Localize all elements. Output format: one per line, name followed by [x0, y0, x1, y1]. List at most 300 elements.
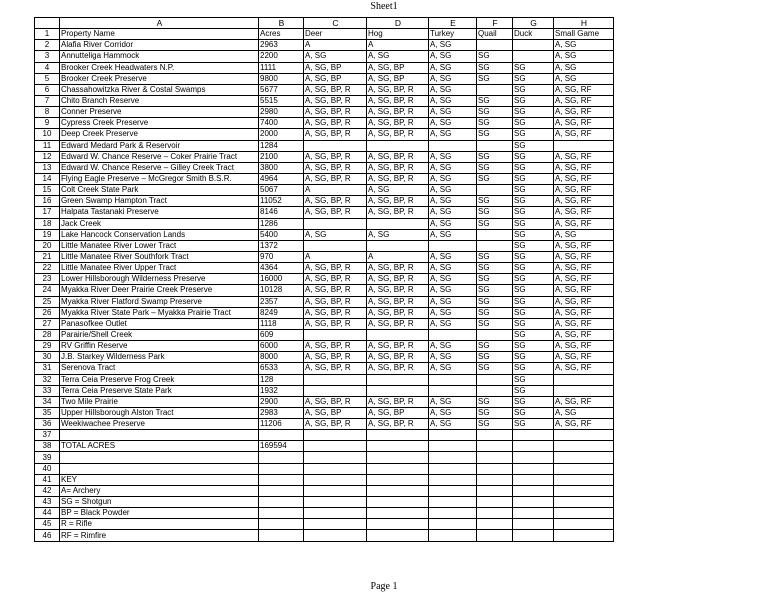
- quail-cell[interactable]: SG: [477, 274, 513, 285]
- turkey-cell[interactable]: [429, 474, 477, 485]
- acres-cell[interactable]: 1286: [259, 218, 304, 229]
- deer-cell[interactable]: A: [304, 251, 367, 262]
- acres-cell[interactable]: 2357: [259, 296, 304, 307]
- deer-cell[interactable]: [304, 497, 367, 508]
- deer-cell[interactable]: A, SG, BP, R: [304, 151, 367, 162]
- turkey-cell[interactable]: A, SG: [429, 318, 477, 329]
- turkey-cell[interactable]: A, SG: [429, 62, 477, 73]
- small-game-cell[interactable]: A, SG, RF: [554, 251, 614, 262]
- row-number[interactable]: 17: [35, 207, 60, 218]
- quail-cell[interactable]: SG: [477, 363, 513, 374]
- duck-cell[interactable]: [513, 463, 554, 474]
- duck-cell[interactable]: SG: [513, 84, 554, 95]
- acres-cell[interactable]: 2200: [259, 51, 304, 62]
- turkey-cell[interactable]: A, SG: [429, 229, 477, 240]
- small-game-cell[interactable]: A, SG, RF: [554, 296, 614, 307]
- row-number[interactable]: 19: [35, 229, 60, 240]
- row-number[interactable]: 1: [35, 29, 60, 40]
- deer-cell[interactable]: A, SG, BP, R: [304, 263, 367, 274]
- quail-cell[interactable]: SG: [477, 129, 513, 140]
- property-name-cell[interactable]: Parairie/Shell Creek: [60, 329, 259, 340]
- hog-cell[interactable]: A, SG, BP, R: [367, 307, 429, 318]
- property-name-cell[interactable]: Upper Hillsborough Alston Tract: [60, 407, 259, 418]
- turkey-cell[interactable]: A, SG: [429, 263, 477, 274]
- turkey-cell[interactable]: [429, 463, 477, 474]
- turkey-cell[interactable]: [429, 497, 477, 508]
- deer-cell[interactable]: A, SG: [304, 229, 367, 240]
- quail-cell[interactable]: [477, 385, 513, 396]
- property-name-cell[interactable]: J.B. Starkey Wilderness Park: [60, 352, 259, 363]
- deer-cell[interactable]: [304, 430, 367, 441]
- hog-cell[interactable]: [367, 218, 429, 229]
- quail-cell[interactable]: SG: [477, 207, 513, 218]
- property-name-cell[interactable]: Little Manatee River Southfork Tract: [60, 251, 259, 262]
- row-number[interactable]: 29: [35, 341, 60, 352]
- acres-cell[interactable]: 2100: [259, 151, 304, 162]
- deer-cell[interactable]: [304, 218, 367, 229]
- acres-cell[interactable]: 970: [259, 251, 304, 262]
- small-game-cell[interactable]: A, SG: [554, 62, 614, 73]
- property-name-cell[interactable]: Edward W. Chance Reserve – Gilley Creek Tract: [60, 162, 259, 173]
- deer-cell[interactable]: A, SG, BP, R: [304, 318, 367, 329]
- small-game-cell[interactable]: A, SG: [554, 40, 614, 51]
- deer-cell[interactable]: [304, 385, 367, 396]
- acres-cell[interactable]: 11052: [259, 196, 304, 207]
- acres-cell[interactable]: 2000: [259, 129, 304, 140]
- property-name-cell[interactable]: Terra Ceia Preserve State Park: [60, 385, 259, 396]
- hog-cell[interactable]: A, SG, BP, R: [367, 162, 429, 173]
- acres-cell[interactable]: [259, 530, 304, 541]
- duck-cell[interactable]: [513, 474, 554, 485]
- small-game-cell[interactable]: A, SG, RF: [554, 207, 614, 218]
- hog-cell[interactable]: A, SG, BP, R: [367, 352, 429, 363]
- quail-cell[interactable]: SG: [477, 419, 513, 430]
- acres-cell[interactable]: 169594: [259, 441, 304, 452]
- quail-cell[interactable]: SG: [477, 263, 513, 274]
- duck-cell[interactable]: SG: [513, 329, 554, 340]
- turkey-cell[interactable]: A, SG: [429, 107, 477, 118]
- quail-cell[interactable]: [477, 508, 513, 519]
- acres-cell[interactable]: 9800: [259, 73, 304, 84]
- hog-cell[interactable]: A, SG, BP, R: [367, 84, 429, 95]
- duck-cell[interactable]: [513, 508, 554, 519]
- hog-cell[interactable]: [367, 329, 429, 340]
- property-name-cell[interactable]: Brooker Creek Preserve: [60, 73, 259, 84]
- duck-cell[interactable]: SG: [513, 407, 554, 418]
- row-number[interactable]: 28: [35, 329, 60, 340]
- hog-cell[interactable]: A, SG, BP, R: [367, 296, 429, 307]
- turkey-cell[interactable]: A, SG: [429, 296, 477, 307]
- deer-cell[interactable]: A, SG, BP, R: [304, 341, 367, 352]
- quail-cell[interactable]: SG: [477, 296, 513, 307]
- property-name-cell[interactable]: Weekiwachee Preserve: [60, 419, 259, 430]
- turkey-cell[interactable]: A, SG: [429, 196, 477, 207]
- quail-cell[interactable]: [477, 84, 513, 95]
- row-number[interactable]: 34: [35, 396, 60, 407]
- deer-cell[interactable]: [304, 474, 367, 485]
- column-header-e[interactable]: E: [429, 18, 477, 29]
- hog-cell[interactable]: [367, 452, 429, 463]
- deer-cell[interactable]: A, SG: [304, 51, 367, 62]
- deer-cell[interactable]: [304, 463, 367, 474]
- acres-cell[interactable]: 5400: [259, 229, 304, 240]
- hog-cell[interactable]: [367, 430, 429, 441]
- property-name-cell[interactable]: Edward W. Chance Reserve – Coker Prairie Tract: [60, 151, 259, 162]
- quail-cell[interactable]: SG: [477, 162, 513, 173]
- duck-cell[interactable]: [513, 452, 554, 463]
- small-game-cell[interactable]: [554, 374, 614, 385]
- deer-cell[interactable]: [304, 452, 367, 463]
- quail-cell[interactable]: SG: [477, 62, 513, 73]
- hog-cell[interactable]: Hog: [367, 29, 429, 40]
- deer-cell[interactable]: A, SG, BP, R: [304, 129, 367, 140]
- row-number[interactable]: 21: [35, 251, 60, 262]
- deer-cell[interactable]: A, SG, BP, R: [304, 285, 367, 296]
- small-game-cell[interactable]: A, SG, RF: [554, 263, 614, 274]
- column-header-f[interactable]: F: [477, 18, 513, 29]
- deer-cell[interactable]: A, SG, BP, R: [304, 84, 367, 95]
- small-game-cell[interactable]: [554, 441, 614, 452]
- hog-cell[interactable]: A, SG, BP, R: [367, 107, 429, 118]
- small-game-cell[interactable]: A, SG: [554, 229, 614, 240]
- turkey-cell[interactable]: [429, 329, 477, 340]
- property-name-cell[interactable]: Chassahowitzka River & Costal Swamps: [60, 84, 259, 95]
- turkey-cell[interactable]: [429, 430, 477, 441]
- quail-cell[interactable]: SG: [477, 218, 513, 229]
- quail-cell[interactable]: SG: [477, 73, 513, 84]
- duck-cell[interactable]: SG: [513, 251, 554, 262]
- duck-cell[interactable]: SG: [513, 274, 554, 285]
- turkey-cell[interactable]: A, SG: [429, 118, 477, 129]
- deer-cell[interactable]: A, SG, BP, R: [304, 173, 367, 184]
- deer-cell[interactable]: A: [304, 40, 367, 51]
- property-name-cell[interactable]: TOTAL ACRES: [60, 441, 259, 452]
- deer-cell[interactable]: A, SG, BP, R: [304, 396, 367, 407]
- acres-cell[interactable]: 1372: [259, 240, 304, 251]
- hog-cell[interactable]: [367, 441, 429, 452]
- turkey-cell[interactable]: A, SG: [429, 129, 477, 140]
- turkey-cell[interactable]: A, SG: [429, 185, 477, 196]
- hog-cell[interactable]: A, SG, BP: [367, 73, 429, 84]
- duck-cell[interactable]: [513, 497, 554, 508]
- quail-cell[interactable]: SG: [477, 173, 513, 184]
- duck-cell[interactable]: SG: [513, 62, 554, 73]
- quail-cell[interactable]: [477, 452, 513, 463]
- duck-cell[interactable]: [513, 40, 554, 51]
- row-number[interactable]: 4: [35, 62, 60, 73]
- row-number[interactable]: 12: [35, 151, 60, 162]
- small-game-cell[interactable]: [554, 485, 614, 496]
- hog-cell[interactable]: A, SG, BP, R: [367, 274, 429, 285]
- row-number[interactable]: 13: [35, 162, 60, 173]
- property-name-cell[interactable]: Terra Ceia Preserve Frog Creek: [60, 374, 259, 385]
- quail-cell[interactable]: [477, 329, 513, 340]
- acres-cell[interactable]: 5067: [259, 185, 304, 196]
- hog-cell[interactable]: A: [367, 40, 429, 51]
- turkey-cell[interactable]: A, SG: [429, 407, 477, 418]
- hog-cell[interactable]: [367, 240, 429, 251]
- row-number[interactable]: 18: [35, 218, 60, 229]
- hog-cell[interactable]: A, SG, BP: [367, 62, 429, 73]
- small-game-cell[interactable]: A, SG, RF: [554, 218, 614, 229]
- quail-cell[interactable]: SG: [477, 196, 513, 207]
- deer-cell[interactable]: A, SG, BP: [304, 73, 367, 84]
- duck-cell[interactable]: [513, 485, 554, 496]
- row-number[interactable]: 31: [35, 363, 60, 374]
- deer-cell[interactable]: [304, 530, 367, 541]
- deer-cell[interactable]: A, SG, BP, R: [304, 296, 367, 307]
- duck-cell[interactable]: [513, 430, 554, 441]
- acres-cell[interactable]: 1284: [259, 140, 304, 151]
- small-game-cell[interactable]: A, SG: [554, 407, 614, 418]
- quail-cell[interactable]: SG: [477, 251, 513, 262]
- small-game-cell[interactable]: A, SG, RF: [554, 352, 614, 363]
- column-header-b[interactable]: B: [259, 18, 304, 29]
- row-number[interactable]: 35: [35, 407, 60, 418]
- acres-cell[interactable]: 5515: [259, 95, 304, 106]
- row-number[interactable]: 23: [35, 274, 60, 285]
- row-number[interactable]: 24: [35, 285, 60, 296]
- duck-cell[interactable]: SG: [513, 129, 554, 140]
- hog-cell[interactable]: A, SG, BP, R: [367, 118, 429, 129]
- property-name-cell[interactable]: Annutteliga Hammock: [60, 51, 259, 62]
- quail-cell[interactable]: [477, 185, 513, 196]
- turkey-cell[interactable]: A, SG: [429, 84, 477, 95]
- turkey-cell[interactable]: A, SG: [429, 40, 477, 51]
- property-name-cell[interactable]: Halpata Tastanaki Preserve: [60, 207, 259, 218]
- acres-cell[interactable]: 2983: [259, 407, 304, 418]
- acres-cell[interactable]: 5677: [259, 84, 304, 95]
- property-name-cell[interactable]: Little Manatee River Upper Tract: [60, 263, 259, 274]
- small-game-cell[interactable]: A, SG, RF: [554, 240, 614, 251]
- small-game-cell[interactable]: [554, 385, 614, 396]
- acres-cell[interactable]: [259, 485, 304, 496]
- hog-cell[interactable]: [367, 530, 429, 541]
- acres-cell[interactable]: 4364: [259, 263, 304, 274]
- acres-cell[interactable]: [259, 463, 304, 474]
- small-game-cell[interactable]: A, SG, RF: [554, 196, 614, 207]
- turkey-cell[interactable]: [429, 485, 477, 496]
- deer-cell[interactable]: [304, 508, 367, 519]
- turkey-cell[interactable]: A, SG: [429, 285, 477, 296]
- acres-cell[interactable]: 2900: [259, 396, 304, 407]
- hog-cell[interactable]: A, SG, BP, R: [367, 341, 429, 352]
- row-number[interactable]: 10: [35, 129, 60, 140]
- small-game-cell[interactable]: A, SG, RF: [554, 107, 614, 118]
- hog-cell[interactable]: A, SG, BP, R: [367, 173, 429, 184]
- turkey-cell[interactable]: [429, 519, 477, 530]
- deer-cell[interactable]: [304, 441, 367, 452]
- hog-cell[interactable]: A, SG, BP, R: [367, 196, 429, 207]
- turkey-cell[interactable]: A, SG: [429, 73, 477, 84]
- hog-cell[interactable]: [367, 497, 429, 508]
- duck-cell[interactable]: [513, 519, 554, 530]
- acres-cell[interactable]: 2963: [259, 40, 304, 51]
- property-name-cell[interactable]: [60, 452, 259, 463]
- property-name-cell[interactable]: Cypress Creek Preserve: [60, 118, 259, 129]
- acres-cell[interactable]: 10128: [259, 285, 304, 296]
- property-name-cell[interactable]: Property Name: [60, 29, 259, 40]
- small-game-cell[interactable]: [554, 430, 614, 441]
- turkey-cell[interactable]: A, SG: [429, 396, 477, 407]
- quail-cell[interactable]: Quail: [477, 29, 513, 40]
- duck-cell[interactable]: SG: [513, 229, 554, 240]
- acres-cell[interactable]: 1932: [259, 385, 304, 396]
- quail-cell[interactable]: SG: [477, 51, 513, 62]
- quail-cell[interactable]: [477, 474, 513, 485]
- quail-cell[interactable]: SG: [477, 95, 513, 106]
- acres-cell[interactable]: Acres: [259, 29, 304, 40]
- column-header-g[interactable]: G: [513, 18, 554, 29]
- acres-cell[interactable]: 6533: [259, 363, 304, 374]
- quail-cell[interactable]: [477, 374, 513, 385]
- property-name-cell[interactable]: Myakka River Flatford Swamp Preserve: [60, 296, 259, 307]
- small-game-cell[interactable]: A, SG, RF: [554, 341, 614, 352]
- small-game-cell[interactable]: A, SG, RF: [554, 118, 614, 129]
- duck-cell[interactable]: SG: [513, 218, 554, 229]
- quail-cell[interactable]: [477, 229, 513, 240]
- turkey-cell[interactable]: [429, 441, 477, 452]
- deer-cell[interactable]: Deer: [304, 29, 367, 40]
- row-number[interactable]: 22: [35, 263, 60, 274]
- acres-cell[interactable]: 1111: [259, 62, 304, 73]
- column-header-h[interactable]: H: [554, 18, 614, 29]
- property-name-cell[interactable]: BP = Black Powder: [60, 508, 259, 519]
- duck-cell[interactable]: SG: [513, 162, 554, 173]
- row-number[interactable]: 30: [35, 352, 60, 363]
- hog-cell[interactable]: A, SG, BP: [367, 407, 429, 418]
- column-header-a[interactable]: A: [60, 18, 259, 29]
- row-number[interactable]: 33: [35, 385, 60, 396]
- property-name-cell[interactable]: RV Griffin Reserve: [60, 341, 259, 352]
- hog-cell[interactable]: [367, 519, 429, 530]
- acres-cell[interactable]: [259, 519, 304, 530]
- property-name-cell[interactable]: Alafia River Corridor: [60, 40, 259, 51]
- duck-cell[interactable]: SG: [513, 374, 554, 385]
- property-name-cell[interactable]: Colt Creek State Park: [60, 185, 259, 196]
- deer-cell[interactable]: A, SG, BP: [304, 407, 367, 418]
- deer-cell[interactable]: A, SG, BP, R: [304, 307, 367, 318]
- property-name-cell[interactable]: Myakka River Deer Prairie Creek Preserve: [60, 285, 259, 296]
- row-number[interactable]: 44: [35, 508, 60, 519]
- duck-cell[interactable]: SG: [513, 396, 554, 407]
- row-number[interactable]: 8: [35, 107, 60, 118]
- turkey-cell[interactable]: A, SG: [429, 95, 477, 106]
- acres-cell[interactable]: 8146: [259, 207, 304, 218]
- turkey-cell[interactable]: A, SG: [429, 251, 477, 262]
- acres-cell[interactable]: [259, 452, 304, 463]
- property-name-cell[interactable]: KEY: [60, 474, 259, 485]
- quail-cell[interactable]: SG: [477, 107, 513, 118]
- deer-cell[interactable]: A, SG, BP, R: [304, 352, 367, 363]
- acres-cell[interactable]: [259, 430, 304, 441]
- acres-cell[interactable]: [259, 497, 304, 508]
- turkey-cell[interactable]: [429, 240, 477, 251]
- property-name-cell[interactable]: Edward Medard Park & Reservoir: [60, 140, 259, 151]
- small-game-cell[interactable]: A, SG, RF: [554, 285, 614, 296]
- property-name-cell[interactable]: Little Manatee River Lower Tract: [60, 240, 259, 251]
- deer-cell[interactable]: A, SG, BP: [304, 62, 367, 73]
- hog-cell[interactable]: [367, 474, 429, 485]
- duck-cell[interactable]: SG: [513, 296, 554, 307]
- row-number[interactable]: 15: [35, 185, 60, 196]
- property-name-cell[interactable]: Deep Creek Preserve: [60, 129, 259, 140]
- deer-cell[interactable]: [304, 240, 367, 251]
- quail-cell[interactable]: [477, 485, 513, 496]
- property-name-cell[interactable]: Jack Creek: [60, 218, 259, 229]
- row-number[interactable]: 41: [35, 474, 60, 485]
- turkey-cell[interactable]: A, SG: [429, 274, 477, 285]
- hog-cell[interactable]: [367, 508, 429, 519]
- turkey-cell[interactable]: A, SG: [429, 173, 477, 184]
- quail-cell[interactable]: SG: [477, 151, 513, 162]
- turkey-cell[interactable]: A, SG: [429, 352, 477, 363]
- turkey-cell[interactable]: A, SG: [429, 341, 477, 352]
- row-number[interactable]: 39: [35, 452, 60, 463]
- property-name-cell[interactable]: Serenova Tract: [60, 363, 259, 374]
- duck-cell[interactable]: SG: [513, 419, 554, 430]
- deer-cell[interactable]: A, SG, BP, R: [304, 95, 367, 106]
- turkey-cell[interactable]: A, SG: [429, 151, 477, 162]
- property-name-cell[interactable]: Myakka River State Park – Myakka Prairie Tract: [60, 307, 259, 318]
- property-name-cell[interactable]: Two Mile Prairie: [60, 396, 259, 407]
- turkey-cell[interactable]: A, SG: [429, 218, 477, 229]
- deer-cell[interactable]: [304, 485, 367, 496]
- property-name-cell[interactable]: Brooker Creek Headwaters N.P.: [60, 62, 259, 73]
- quail-cell[interactable]: [477, 240, 513, 251]
- small-game-cell[interactable]: Small Game: [554, 29, 614, 40]
- duck-cell[interactable]: SG: [513, 185, 554, 196]
- quail-cell[interactable]: [477, 463, 513, 474]
- deer-cell[interactable]: [304, 374, 367, 385]
- acres-cell[interactable]: 8249: [259, 307, 304, 318]
- row-number[interactable]: 9: [35, 118, 60, 129]
- quail-cell[interactable]: SG: [477, 285, 513, 296]
- turkey-cell[interactable]: [429, 385, 477, 396]
- duck-cell[interactable]: [513, 441, 554, 452]
- small-game-cell[interactable]: A, SG, RF: [554, 318, 614, 329]
- hog-cell[interactable]: A, SG, BP, R: [367, 318, 429, 329]
- hog-cell[interactable]: A, SG, BP, R: [367, 363, 429, 374]
- small-game-cell[interactable]: [554, 519, 614, 530]
- quail-cell[interactable]: [477, 140, 513, 151]
- small-game-cell[interactable]: A, SG, RF: [554, 274, 614, 285]
- duck-cell[interactable]: SG: [513, 240, 554, 251]
- row-number[interactable]: 25: [35, 296, 60, 307]
- row-number[interactable]: 42: [35, 485, 60, 496]
- hog-cell[interactable]: A, SG: [367, 229, 429, 240]
- quail-cell[interactable]: SG: [477, 318, 513, 329]
- acres-cell[interactable]: 16000: [259, 274, 304, 285]
- hog-cell[interactable]: A, SG, BP, R: [367, 207, 429, 218]
- property-name-cell[interactable]: Green Swamp Hampton Tract: [60, 196, 259, 207]
- turkey-cell[interactable]: [429, 508, 477, 519]
- row-number[interactable]: 2: [35, 40, 60, 51]
- deer-cell[interactable]: [304, 519, 367, 530]
- turkey-cell[interactable]: A, SG: [429, 207, 477, 218]
- property-name-cell[interactable]: SG = Shotgun: [60, 497, 259, 508]
- acres-cell[interactable]: 2980: [259, 107, 304, 118]
- small-game-cell[interactable]: A, SG, RF: [554, 307, 614, 318]
- row-number[interactable]: 20: [35, 240, 60, 251]
- small-game-cell[interactable]: [554, 463, 614, 474]
- duck-cell[interactable]: SG: [513, 341, 554, 352]
- hog-cell[interactable]: [367, 463, 429, 474]
- quail-cell[interactable]: [477, 430, 513, 441]
- quail-cell[interactable]: SG: [477, 407, 513, 418]
- property-name-cell[interactable]: R = Rifle: [60, 519, 259, 530]
- small-game-cell[interactable]: A, SG: [554, 51, 614, 62]
